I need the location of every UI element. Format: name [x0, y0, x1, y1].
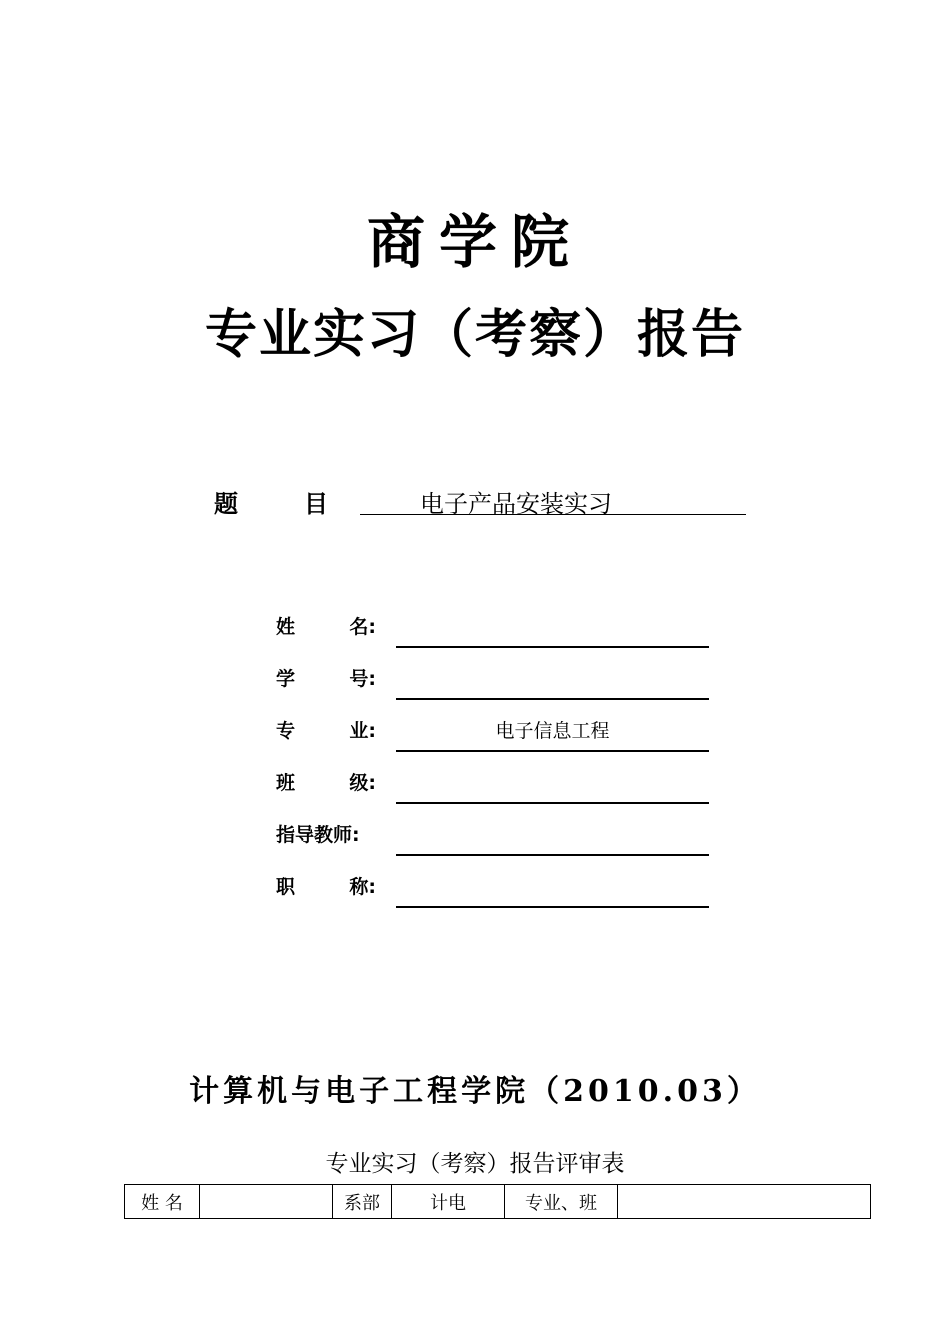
advisor-underline	[396, 854, 709, 856]
table-cell	[200, 1185, 333, 1219]
table-cell: 姓 名	[125, 1185, 200, 1219]
report-title: 专业实习（考察）报告	[204, 305, 745, 365]
title-rank-underline	[396, 906, 709, 908]
table-row	[125, 1185, 871, 1219]
student-id-label-b: 号:	[349, 668, 376, 690]
class-label-a: 班	[276, 772, 296, 794]
review-table	[124, 1184, 871, 1219]
title-rank-label-a: 职	[276, 876, 296, 898]
class-label-b: 级:	[349, 772, 376, 794]
table-cell: 系部	[333, 1185, 392, 1219]
major-underline	[396, 750, 709, 752]
major-label-a: 专	[276, 720, 296, 742]
table-cell: 专业、班	[505, 1185, 618, 1219]
name-label	[276, 612, 376, 639]
advisor-label	[276, 820, 376, 847]
major-label-b: 业:	[349, 720, 376, 742]
title-rank-label-b: 称:	[349, 876, 376, 898]
topic-value: 电子产品安装实习	[420, 490, 612, 518]
class-underline	[396, 802, 709, 804]
name-underline	[396, 646, 709, 648]
major-label	[276, 716, 376, 743]
table-cell: 计电	[392, 1185, 505, 1219]
major-value: 电子信息工程	[495, 720, 610, 742]
topic-label-char-2: 目	[304, 490, 328, 518]
title-rank-label	[276, 872, 376, 899]
student-id-label-a: 学	[276, 668, 296, 690]
review-table-title: 专业实习（考察）报告评审表	[325, 1151, 625, 1177]
name-label-b: 名:	[349, 616, 376, 638]
table-cell	[618, 1185, 871, 1219]
school-name: 商学院	[366, 208, 583, 276]
college-footer: 计算机与电子工程学院（2010.03）	[189, 1074, 761, 1109]
topic-label	[214, 484, 328, 519]
class-label	[276, 768, 376, 795]
student-id-label	[276, 664, 376, 691]
topic-value-field	[360, 484, 746, 518]
student-id-underline	[396, 698, 709, 700]
advisor-label-a: 指导教师:	[276, 824, 360, 846]
topic-label-char-1: 题	[214, 490, 238, 518]
name-label-a: 姓	[276, 616, 296, 638]
